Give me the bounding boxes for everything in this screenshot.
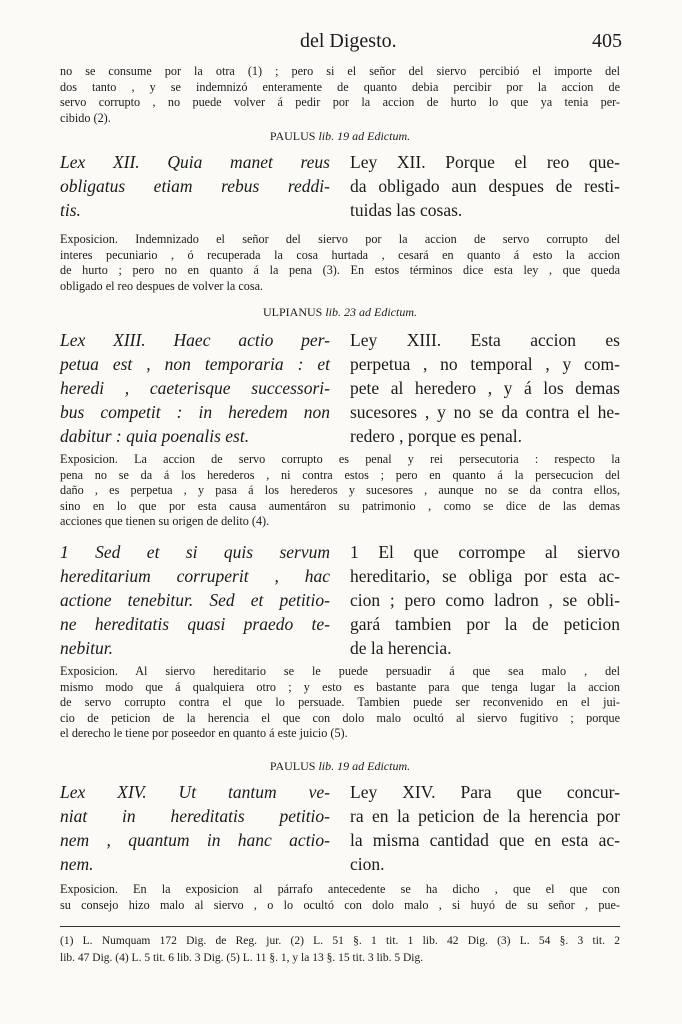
text-line: su consejo hizo malo al siervo , o lo ocultó con dolo malo , si huyó de su señor , pue-	[60, 897, 620, 912]
spanish-line: tuidas las cosas.	[350, 200, 463, 220]
text-line: interes pecuniario , ó recuperada la cosa hurtada , cesará en quanto á esto la accion	[60, 247, 620, 262]
text-line: sino en lo que por esta causa aumentáron su patrimonio , como se dice de las demas	[60, 498, 620, 513]
text-line: de hurto ; pero no en quanto á la pena (3). En estos términos dice esta ley , que queda	[60, 263, 620, 278]
exposicion-xiii	[60, 452, 620, 530]
latin-line: Lex XIV. Ut tantum ve-	[60, 782, 330, 802]
latin-column	[60, 328, 330, 448]
exposicion-xiv	[60, 882, 620, 913]
latin-line: ne hereditatis quasi praedo te-	[60, 614, 330, 634]
text-line: Exposicion. Al siervo hereditario se le puede persuadir á que sea malo , del	[60, 664, 620, 678]
text-line: acciones que tienen su origen de delito (4).	[60, 514, 270, 529]
latin-line: nem.	[60, 854, 94, 874]
section-1	[60, 540, 620, 662]
rubric-paulus-2	[60, 758, 620, 774]
paragraph-continuation	[60, 64, 620, 126]
rubric-work: lib. 19 ad Edictum.	[318, 129, 411, 143]
running-header	[60, 30, 622, 60]
latin-line: obligatus etiam rebus reddi-	[60, 176, 330, 196]
text-line: obligado el reo despues de volver la cosa.	[60, 278, 264, 293]
rubric-author: PAULUS	[269, 759, 316, 773]
spanish-line: Ley XIV. Para que concur-	[350, 782, 620, 802]
footnote-divider	[60, 926, 620, 927]
spanish-line: cion.	[350, 854, 385, 874]
spanish-line: sucesores , y no se da contra el he-	[350, 402, 620, 422]
text-line: no se consume por la otra (1) ; pero si el señor del siervo percibió el importe del	[60, 64, 620, 78]
running-title: del Digesto.	[300, 30, 397, 52]
latin-line: bus competit : in heredem non	[60, 402, 330, 422]
latin-line: tis.	[60, 200, 81, 220]
spanish-column	[350, 150, 620, 222]
spanish-line: da obligado aun despues de resti-	[350, 176, 620, 196]
text-line: dos tanto , y se indemnizó enteramente de quanto debia percibir por la accion de	[60, 79, 620, 94]
lex-xii	[60, 150, 620, 226]
latin-line: petua est , non temporaria : et	[60, 354, 330, 374]
latin-line: Lex XIII. Haec actio per-	[60, 330, 330, 350]
latin-line: Lex XII. Quia manet reus	[60, 152, 330, 172]
spanish-line: ra en la peticion de la herencia por	[350, 806, 620, 826]
lex-xiv	[60, 780, 620, 878]
spanish-column	[350, 540, 620, 660]
exposicion-section-1	[60, 664, 620, 742]
text-line: Exposicion. La accion de servo corrupto es penal y rei persecutoria : respecto la	[60, 452, 620, 466]
text-line: servo corrupto , no puede volver á pedir por la accion de hurto lo que ya tenia per-	[60, 95, 620, 110]
spanish-column	[350, 780, 620, 876]
page-number: 405	[592, 30, 622, 52]
latin-line: dabitur : quia poenalis est.	[60, 426, 250, 446]
spanish-line: cion ; pero como ladron , se obli-	[350, 590, 620, 610]
spanish-line: hereditario, se obliga por esta ac-	[350, 566, 620, 586]
text-line: pena no se da á los herederos , ni contra estos ; pero en quanto á la persecucion del	[60, 467, 620, 482]
rubric-ulpianus	[60, 304, 620, 320]
latin-line: nem , quantum in hanc actio-	[60, 830, 330, 850]
spanish-line: redero , porque es penal.	[350, 426, 523, 446]
rubric-work: lib. 19 ad Edictum.	[318, 759, 411, 773]
text-line: el derecho le tiene por poseedor en quanto á este juicio (5).	[60, 726, 348, 741]
latin-line: heredi , caeterisque successori-	[60, 378, 330, 398]
footnote-line: lib. 47 Dig. (4) L. 5 tit. 6 lib. 3 Dig. (5) L. 11 §. 1, y la 13 §. 15 tit. 3 lib. 5 Dig.	[60, 952, 424, 964]
latin-column	[60, 780, 330, 876]
spanish-line: de la herencia.	[350, 638, 452, 658]
text-line: cibido (2).	[60, 110, 111, 125]
latin-column	[60, 540, 330, 660]
latin-line: hereditarium corruperit , hac	[60, 566, 330, 586]
latin-line: actione tenebitur. Sed et petitio-	[60, 590, 330, 610]
rubric-author: ULPIANUS	[262, 305, 323, 319]
text-line: daño , es perpetua , y pasa á los herederos y sucesores , aunque no se da contra ellos,	[60, 483, 620, 498]
spanish-column	[350, 328, 620, 448]
spanish-line: 1 El que corrompe al siervo	[350, 542, 620, 562]
exposicion-xii	[60, 232, 620, 294]
spanish-line: perpetua , no temporal , y com-	[350, 354, 620, 374]
spanish-line: pete al heredero , y á los demas	[350, 378, 620, 398]
footnote-line: (1) L. Numquam 172 Dig. de Reg. jur. (2) L. 51 §. 1 tit. 1 lib. 42 Dig. (3) L. 54 §. 3 tit. 2	[60, 935, 620, 947]
text-line: de servo corrupto contra el que lo persuade. Tambien puede ser reconvenido en el jui-	[60, 695, 620, 710]
spanish-line: Ley XII. Porque el reo que-	[350, 152, 620, 172]
latin-line: niat in hereditatis petitio-	[60, 806, 330, 826]
text-line: cio de peticion de la herencia el que con dolo malo ocultó al siervo fugitivo ; porque	[60, 710, 620, 725]
text-line: Exposicion. Indemnizado el señor del siervo por la accion de servo corrupto del	[60, 232, 620, 246]
latin-line: nebitur.	[60, 638, 113, 658]
lex-xiii	[60, 328, 620, 450]
rubric-author: PAULUS	[269, 129, 316, 143]
spanish-line: la misma cantidad que en esta ac-	[350, 830, 620, 850]
spanish-line: gará tambien por la de peticion	[350, 614, 620, 634]
text-line: mismo modo que á qualquiera otro ; y esto es bastante para que tenga lugar la accion	[60, 679, 620, 694]
footnotes	[60, 933, 620, 967]
latin-column	[60, 150, 330, 222]
latin-line: 1 Sed et si quis servum	[60, 542, 330, 562]
rubric-work: lib. 23 ad Edictum.	[325, 305, 417, 319]
text-line: Exposicion. En la exposicion al párrafo antecedente se ha dicho , que el que con	[60, 882, 620, 896]
rubric-paulus-1	[60, 128, 620, 144]
spanish-line: Ley XIII. Esta accion es	[350, 330, 620, 350]
